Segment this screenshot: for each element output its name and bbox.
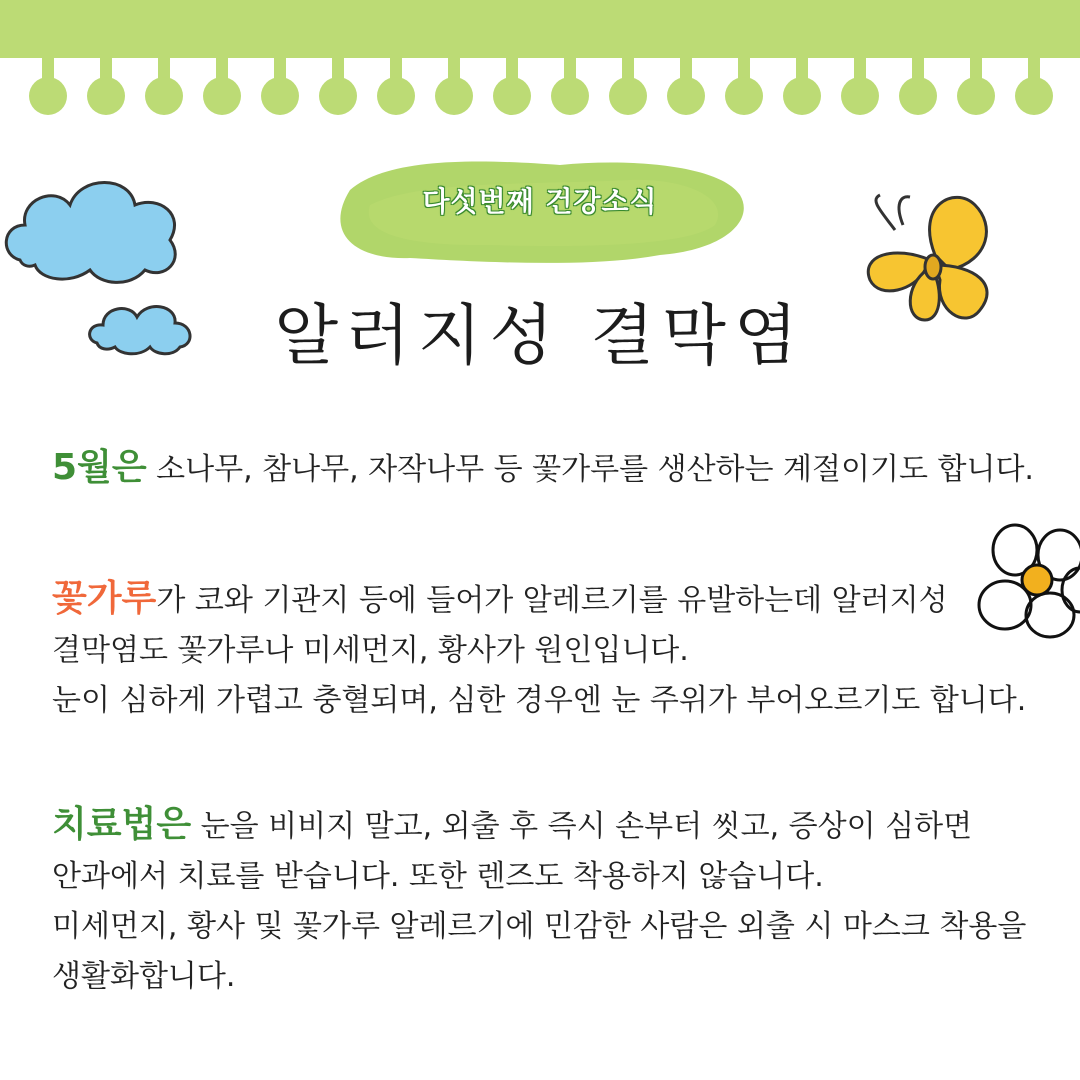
butterfly-icon [855, 185, 1005, 330]
banner-drop [377, 77, 415, 115]
banner-drop [261, 77, 299, 115]
keyword-treatment: 치료법은 [52, 804, 192, 845]
page-title: 알러지성 결막염 [274, 297, 806, 374]
paragraph-text: 눈을 비비지 말고, 외출 후 즉시 손부터 씻고, 증상이 심하면 [191, 809, 973, 844]
paragraph-text: 소나무, 참나무, 자작나무 등 꽃가루를 생산하는 계절이기도 합니다. [146, 452, 1034, 487]
paragraph-line: 결막염도 꽃가루나 미세먼지, 황사가 원인입니다. [52, 633, 689, 668]
paragraph-line: 안과에서 치료를 받습니다. 또한 렌즈도 착용하지 않습니다. [52, 859, 824, 894]
top-banner [0, 0, 1080, 140]
banner-drop [493, 77, 531, 115]
subtitle-badge [330, 150, 750, 270]
keyword-pollen: 꽃가루 [52, 578, 157, 619]
subtitle-text: 다섯번째 건강소식 [422, 185, 658, 218]
paragraph-text: 가 코와 기관지 등에 들어가 알레르기를 유발하는데 알러지성 [156, 583, 948, 618]
banner-drop [609, 77, 647, 115]
banner-drop [957, 77, 995, 115]
banner-drop [145, 77, 183, 115]
banner-drop [899, 77, 937, 115]
banner-drop [319, 77, 357, 115]
paragraph-treatment [52, 800, 1062, 1002]
banner-drop [667, 77, 705, 115]
paragraph-may [52, 443, 1062, 495]
paragraph-pollen [52, 574, 1062, 726]
banner-drop [87, 77, 125, 115]
banner-drop [203, 77, 241, 115]
banner-drop [841, 77, 879, 115]
banner-drop [435, 77, 473, 115]
banner-drop [551, 77, 589, 115]
banner-drop [1015, 77, 1053, 115]
cloud-small-icon [85, 295, 200, 360]
banner-drop [725, 77, 763, 115]
keyword-may: 5월은 [52, 447, 147, 488]
banner-drop [783, 77, 821, 115]
paragraph-line: 눈이 심하게 가렵고 충혈되며, 심한 경우엔 눈 주위가 부어오르기도 합니다. [52, 683, 1027, 718]
cloud-large-icon [0, 170, 190, 290]
paragraph-line: 미세먼지, 황사 및 꽃가루 알레르기에 민감한 사람은 외출 시 마스크 착용을 [52, 909, 1027, 944]
paragraph-line: 생활화합니다. [52, 959, 236, 994]
banner-drop [29, 77, 67, 115]
